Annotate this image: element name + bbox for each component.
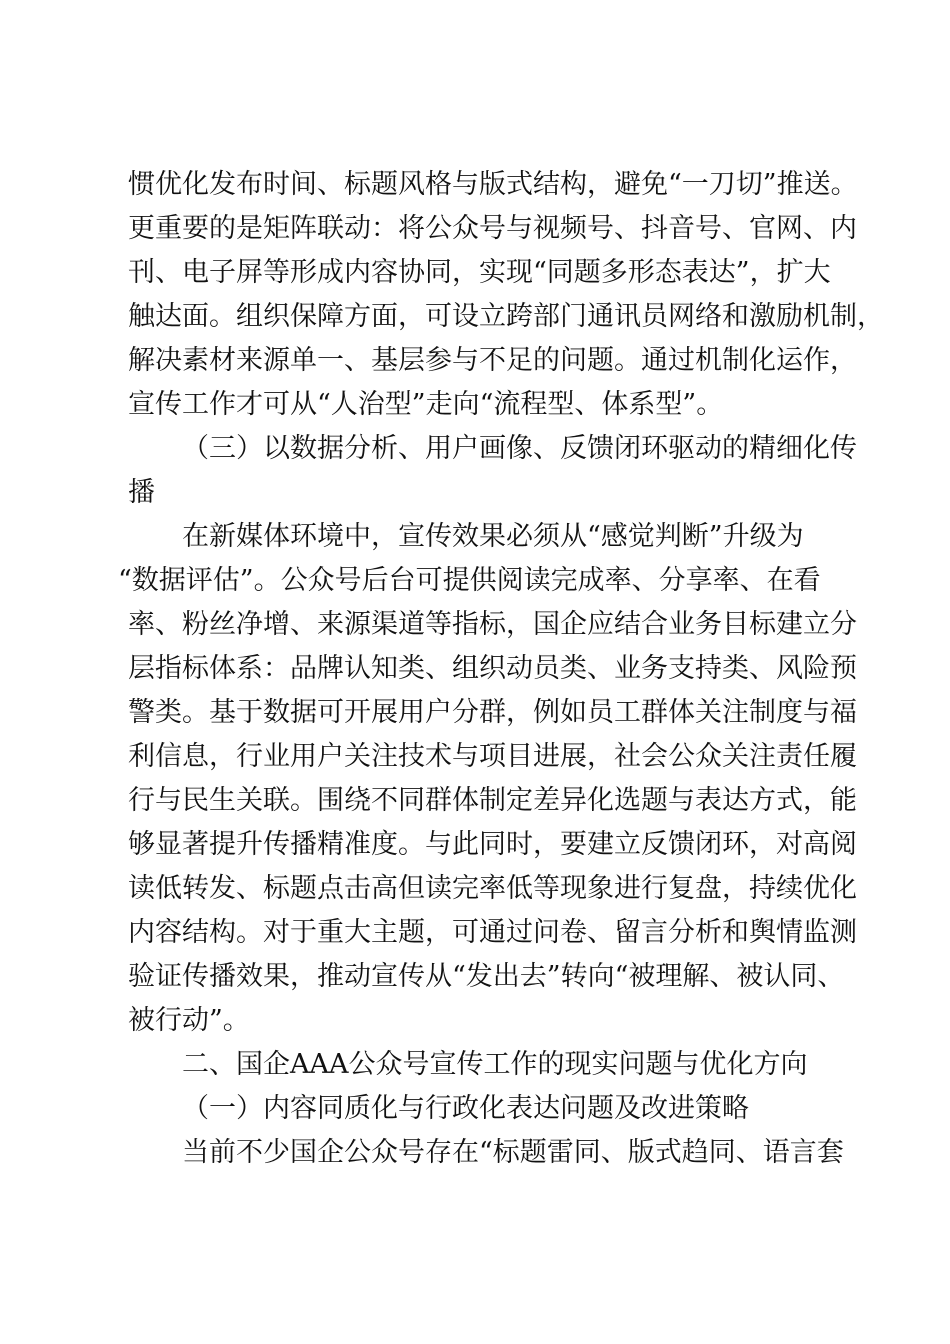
section-heading: （三）以数据分析、用户画像、反馈闭环驱动的精细化传 xyxy=(182,433,857,464)
text-line: 读低转发、标题点击高但读完率低等现象进行复盘，持续优化 xyxy=(128,873,857,904)
text-line: 警类。基于数据可开展用户分群，例如员工群体关注制度与福 xyxy=(128,697,857,728)
text-line: 惯优化发布时间、标题风格与版式结构，避免“一刀切”推送。 xyxy=(128,169,858,200)
text-line: 更重要的是矩阵联动：将公众号与视频号、抖音号、官网、内 xyxy=(128,213,857,244)
text-line: 利信息，行业用户关注技术与项目进展，社会公众关注责任履 xyxy=(128,741,857,772)
text-line: 在新媒体环境中，宣传效果必须从“感觉判断”升级为 xyxy=(182,521,804,552)
text-line: 刊、电子屏等形成内容协同，实现“同题多形态表达”，扩大 xyxy=(128,257,831,288)
text-line: “数据评估”。公众号后台可提供阅读完成率、分享率、在看 xyxy=(118,565,821,596)
text-line: 内容结构。对于重大主题，可通过问卷、留言分析和舆情监测 xyxy=(128,917,857,948)
text-line: 验证传播效果，推动宣传从“发出去”转向“被理解、被认同、 xyxy=(128,961,845,992)
chapter-heading: 二、国企AAA公众号宣传工作的现实问题与优化方向 xyxy=(182,1049,808,1080)
section-heading-continued: 播 xyxy=(128,477,155,508)
text-line: 行与民生关联。围绕不同群体制定差异化选题与表达方式，能 xyxy=(128,785,857,816)
text-line: 触达面。组织保障方面，可设立跨部门通讯员网络和激励机制， xyxy=(128,301,884,332)
text-line: 解决素材来源单一、基层参与不足的问题。通过机制化运作， xyxy=(128,345,857,376)
text-line: 够显著提升传播精准度。与此同时，要建立反馈闭环，对高阅 xyxy=(128,829,857,860)
section-heading: （一）内容同质化与行政化表达问题及改进策略 xyxy=(182,1093,749,1124)
text-line: 层指标体系：品牌认知类、组织动员类、业务支持类、风险预 xyxy=(128,653,857,684)
text-line: 宣传工作才可从“人治型”走向“流程型、体系型”。 xyxy=(128,389,724,420)
text-line: 率、粉丝净增、来源渠道等指标，国企应结合业务目标建立分 xyxy=(128,609,857,640)
text-line: 被行动”。 xyxy=(128,1005,250,1036)
text-line: 当前不少国企公众号存在“标题雷同、版式趋同、语言套 xyxy=(182,1137,844,1168)
